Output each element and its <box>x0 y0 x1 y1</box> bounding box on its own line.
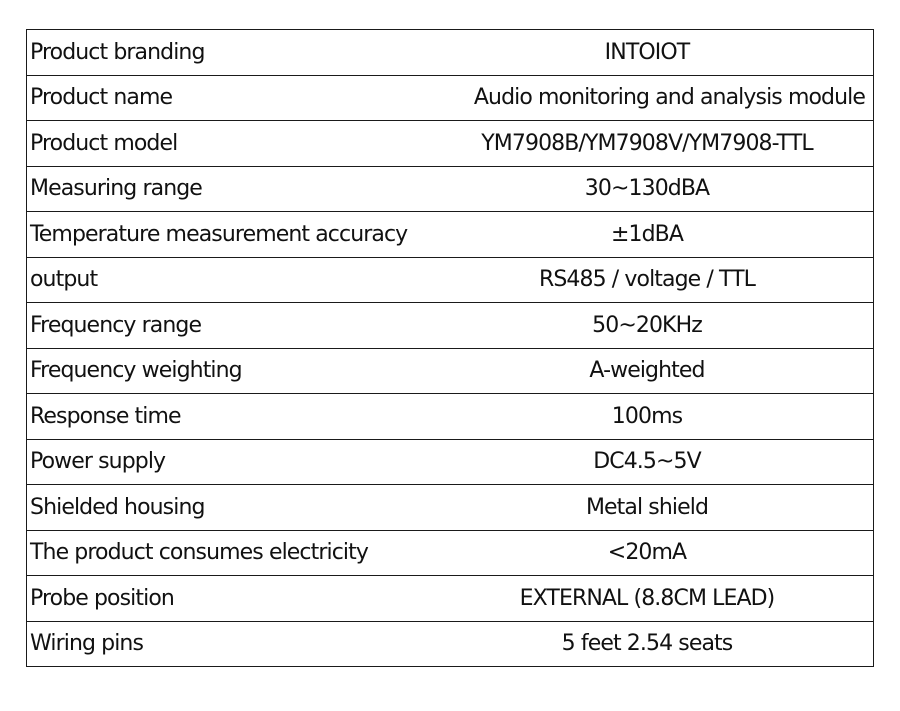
spec-value: A-weighted <box>421 348 874 394</box>
spec-label: Power supply <box>27 439 422 485</box>
spec-label: Frequency weighting <box>27 348 422 394</box>
table-row <box>27 621 874 667</box>
spec-label: Shielded housing <box>27 485 422 531</box>
spec-label: Temperature measurement accuracy <box>27 212 422 258</box>
table-row <box>27 166 874 212</box>
spec-value: DC4.5~5V <box>421 439 874 485</box>
table-row <box>27 30 874 76</box>
spec-value: Audio monitoring and analysis module <box>421 75 874 121</box>
spec-label: Frequency range <box>27 303 422 349</box>
table-row <box>27 257 874 303</box>
spec-value: RS485 / voltage / TTL <box>421 257 874 303</box>
table-row <box>27 485 874 531</box>
spec-label: Response time <box>27 394 422 440</box>
spec-value: 30~130dBA <box>421 166 874 212</box>
spec-label: Measuring range <box>27 166 422 212</box>
spec-value: INTOIOT <box>421 30 874 76</box>
spec-value: ±1dBA <box>421 212 874 258</box>
spec-label: Product branding <box>27 30 422 76</box>
spec-label: The product consumes electricity <box>27 530 422 576</box>
spec-value: 50~20KHz <box>421 303 874 349</box>
spec-label: Probe position <box>27 576 422 622</box>
spec-value: 100ms <box>421 394 874 440</box>
table-row <box>27 212 874 258</box>
spec-value: YM7908B/YM7908V/YM7908-TTL <box>421 121 874 167</box>
table-row <box>27 576 874 622</box>
spec-value: EXTERNAL (8.8CM LEAD) <box>421 576 874 622</box>
spec-value: Metal shield <box>421 485 874 531</box>
spec-label: Wiring pins <box>27 621 422 667</box>
spec-table <box>26 29 874 667</box>
spec-label: output <box>27 257 422 303</box>
table-row <box>27 439 874 485</box>
table-row <box>27 530 874 576</box>
table-row <box>27 75 874 121</box>
table-row <box>27 303 874 349</box>
spec-label: Product name <box>27 75 422 121</box>
table-row <box>27 121 874 167</box>
table-row <box>27 348 874 394</box>
table-row <box>27 394 874 440</box>
spec-label: Product model <box>27 121 422 167</box>
spec-value: 5 feet 2.54 seats <box>421 621 874 667</box>
spec-value: <20mA <box>421 530 874 576</box>
